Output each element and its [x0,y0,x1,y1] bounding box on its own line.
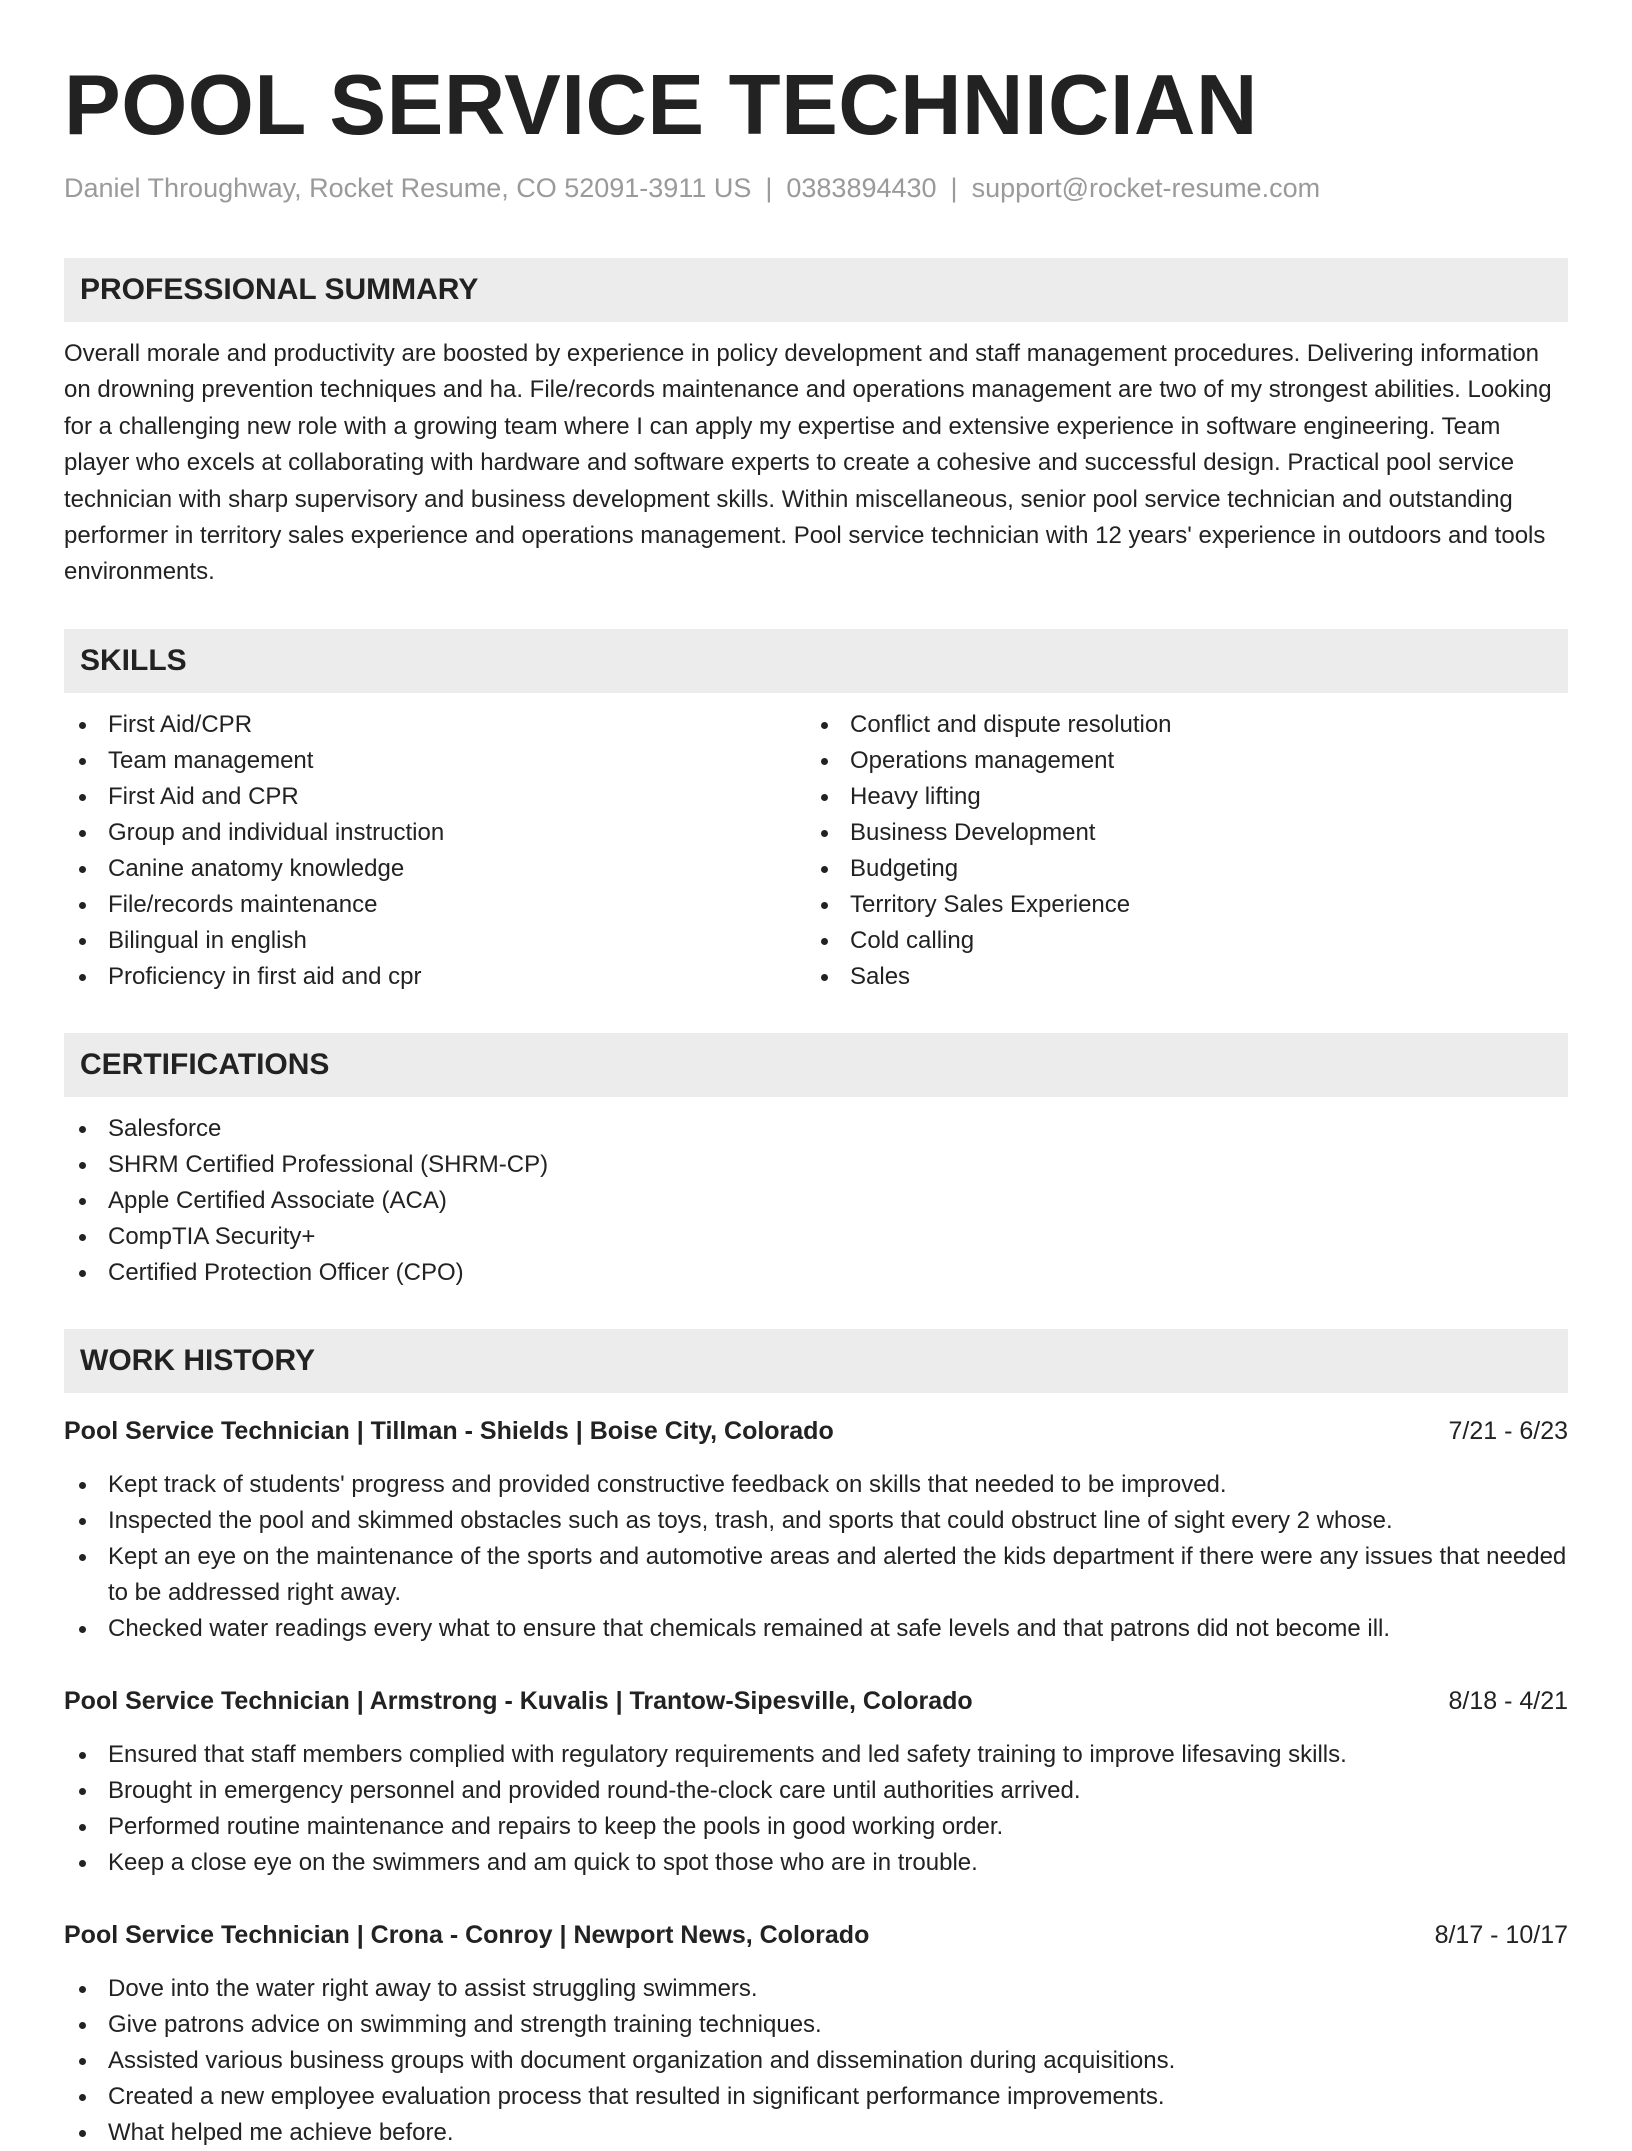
job-bullet: Checked water readings every what to ensure that chemicals remained at safe levels and that patrons did not become ill. [64,1611,1568,1647]
job-dates: 8/18 - 4/21 [1448,1686,1568,1715]
certification-item: Certified Protection Officer (CPO) [64,1255,1568,1291]
job-bullet: Inspected the pool and skimmed obstacles such as toys, trash, and sports that could obstruct line of sight every 2 whose. [64,1503,1568,1539]
skills-grid [64,707,1568,995]
section-header-skills: SKILLS [64,629,1568,693]
job-bullet: Created a new employee evaluation process that resulted in significant performance improvements. [64,2079,1568,2115]
skill-item: File/records maintenance [64,887,806,923]
job-bullet: Dove into the water right away to assist struggling swimmers. [64,1971,1568,2007]
skill-item: Cold calling [806,923,1548,959]
skill-item: Proficiency in first aid and cpr [64,959,806,995]
certification-item: SHRM Certified Professional (SHRM-CP) [64,1147,1568,1183]
job-bullet: Assisted various business groups with document organization and dissemination during acquisitions. [64,2043,1568,2079]
job-bullet: Performed routine maintenance and repairs to keep the pools in good working order. [64,1809,1568,1845]
job-bullet: Keep a close eye on the swimmers and am quick to spot those who are in trouble. [64,1845,1568,1881]
section-header-certifications: CERTIFICATIONS [64,1033,1568,1097]
contact-line [64,170,1568,206]
job-header [64,1683,1568,1719]
job-bullet: What helped me achieve before. [64,2115,1568,2151]
job-entry [64,1917,1568,2151]
contact-separator: | [950,173,958,203]
certification-item: CompTIA Security+ [64,1219,1568,1255]
skill-item: Business Development [806,815,1548,851]
skill-item: Group and individual instruction [64,815,806,851]
certification-item: Apple Certified Associate (ACA) [64,1183,1568,1219]
job-dates: 8/17 - 10/17 [1434,1920,1568,1949]
section-header-work-history: WORK HISTORY [64,1329,1568,1393]
skill-item: Territory Sales Experience [806,887,1548,923]
contact-phone: 0383894430 [786,173,937,203]
resume-title: POOL SERVICE TECHNICIAN [64,58,1258,153]
job-bullets [64,1971,1568,2151]
job-bullets [64,1737,1568,1881]
skill-item: First Aid and CPR [64,779,806,815]
job-entry [64,1413,1568,1647]
summary-text: Overall morale and productivity are boosted by experience in policy development and staff management procedures. Delivering information on drowning prevention techniques and ha. File/records maintenance and operations management are two of my strongest abilities. Looking for a challenging new role with a growing team where I can apply my expertise and extensive experience in software engineering. Team player who excels at collaborating with hardware and software experts to create a cohesive and successful design. Practical pool service technician with sharp supervisory and business development skills. Within miscellaneous, senior pool service technician and outstanding performer in territory sales experience and operations management. Pool service technician with 12 years' experience in outdoors and tools environments. [64,340,1552,586]
skill-item: Operations management [806,743,1548,779]
section-header-summary: PROFESSIONAL SUMMARY [64,258,1568,322]
job-title: Pool Service Technician | Tillman - Shields | Boise City, Colorado [64,1416,834,1445]
job-bullet: Ensured that staff members complied with regulatory requirements and led safety training to improve lifesaving skills. [64,1737,1568,1773]
skill-item: Sales [806,959,1548,995]
skills-list-left [64,707,806,995]
job-title: Pool Service Technician | Armstrong - Kuvalis | Trantow-Sipesville, Colorado [64,1686,973,1715]
skill-item: First Aid/CPR [64,707,806,743]
skill-item: Heavy lifting [806,779,1548,815]
contact-separator: | [765,173,773,203]
skills-list-right [806,707,1548,995]
skill-item: Budgeting [806,851,1548,887]
contact-address: Daniel Throughway, Rocket Resume, CO 52091-3911 US [64,173,752,203]
skill-item: Team management [64,743,806,779]
job-dates: 7/21 - 6/23 [1448,1416,1568,1445]
certification-item: Salesforce [64,1111,1568,1147]
job-bullets [64,1467,1568,1647]
skill-item: Bilingual in english [64,923,806,959]
contact-email: support@rocket-resume.com [971,173,1321,203]
job-title: Pool Service Technician | Crona - Conroy | Newport News, Colorado [64,1920,870,1949]
job-header [64,1917,1568,1953]
skill-item: Conflict and dispute resolution [806,707,1548,743]
job-bullet: Brought in emergency personnel and provided round-the-clock care until authorities arrived. [64,1773,1568,1809]
job-bullet: Kept track of students' progress and provided constructive feedback on skills that needed to be improved. [64,1467,1568,1503]
certifications-list [64,1111,1568,1291]
job-entry [64,1683,1568,1881]
job-bullet: Give patrons advice on swimming and strength training techniques. [64,2007,1568,2043]
job-header [64,1413,1568,1449]
skill-item: Canine anatomy knowledge [64,851,806,887]
job-bullet: Kept an eye on the maintenance of the sports and automotive areas and alerted the kids department if there were any issues that needed to be addressed right away. [64,1539,1568,1611]
